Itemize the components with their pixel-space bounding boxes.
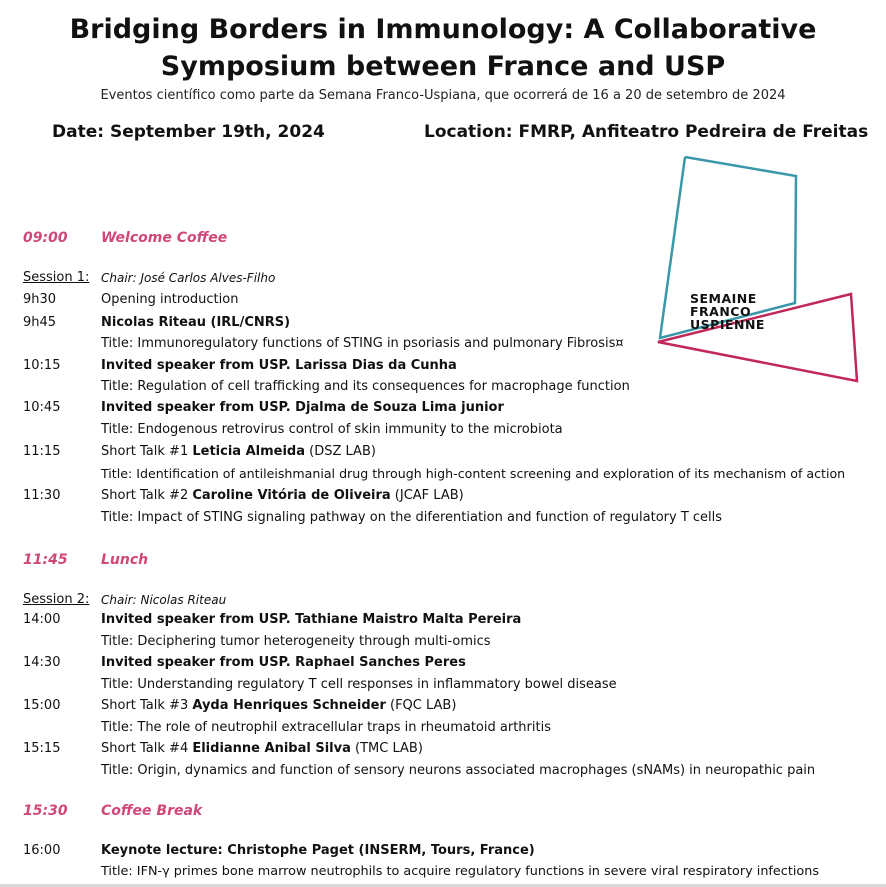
lab-name: (JCAF LAB) (390, 488, 464, 503)
coffee-break-time: 15:30 (23, 803, 68, 819)
keynote-speaker: Keynote lecture: Christophe Paget (INSERM, Tours, France) (101, 843, 535, 858)
schedule-time: 14:30 (23, 655, 61, 670)
lab-name: (DSZ LAB) (305, 444, 376, 459)
logo-magenta-frame (658, 291, 857, 381)
lab-name: (FQC LAB) (385, 698, 457, 713)
speaker-name: Caroline Vitória de Oliveira (192, 488, 391, 503)
event-location: Location: FMRP, Anfiteatro Pedreira de Freitas (424, 122, 869, 142)
document-subtitle: Eventos científico como parte da Semana Franco-Uspiana, que ocorrerá de 16 a 20 de setembro de 2024 (100, 88, 786, 103)
logo-text-franco: FRANCO (690, 304, 752, 319)
speaker-name: Invited speaker from USP. Raphael Sanches Peres (101, 655, 466, 670)
short-talk-prefix: Short Talk #3 (101, 698, 193, 713)
talk-title: Title: The role of neutrophil extracellular traps in rheumatoid arthritis (101, 720, 551, 735)
schedule-time: 9h45 (23, 315, 57, 330)
talk-title: Title: Understanding regulatory T cell responses in inflammatory bowel disease (101, 677, 617, 692)
talk-title: Title: Regulation of cell trafficking and its consequences for macrophage function (101, 379, 630, 394)
short-talk-line (101, 488, 464, 503)
short-talk-line (101, 698, 456, 713)
schedule-time: 11:15 (23, 444, 61, 459)
lunch-time: 11:45 (23, 552, 68, 568)
schedule-time: 9h30 (23, 292, 57, 307)
welcome-coffee-label: Welcome Coffee (101, 230, 228, 246)
document-title-line-2: Symposium between France and USP (160, 51, 726, 82)
document-title-line-1: Bridging Borders in Immunology: A Collaborative (69, 14, 817, 45)
session-2-label: Session 2: (23, 592, 90, 607)
event-date: Date: September 19th, 2024 (52, 122, 325, 142)
talk-title: Title: Immunoregulatory functions of STING in psoriasis and pulmonary Fibrosis¤ (101, 336, 624, 351)
welcome-coffee-time: 09:00 (23, 230, 68, 246)
schedule-time: 10:45 (23, 400, 61, 415)
session-2-chair: Chair: Nicolas Riteau (101, 593, 227, 607)
schedule-time: 14:00 (23, 612, 61, 627)
short-talk-prefix: Short Talk #2 (101, 488, 193, 503)
speaker-name: Invited speaker from USP. Larissa Dias da Cunha (101, 358, 457, 373)
talk-title: Title: Identification of antileishmanial drug through high-content screening and exploration of its mechanism of action (101, 466, 846, 481)
logo-text-uspienne: USPIENNE (690, 317, 765, 332)
short-talk-prefix: Short Talk #4 (101, 741, 193, 756)
schedule-time: 10:15 (23, 358, 61, 373)
lunch-label: Lunch (101, 552, 149, 568)
short-talk-line (101, 444, 376, 459)
speaker-name: Ayda Henriques Schneider (192, 698, 386, 713)
session-1-label: Session 1: (23, 270, 90, 285)
lab-name: (TMC LAB) (350, 741, 423, 756)
talk-title: Title: Endogenous retrovirus control of skin immunity to the microbiota (101, 422, 563, 437)
schedule-time: 15:15 (23, 741, 61, 756)
talk-title: Title: Deciphering tumor heterogeneity through multi-omics (101, 634, 491, 649)
speaker-name: Invited speaker from USP. Djalma de Souza Lima junior (101, 400, 504, 415)
logo-text-semaine: SEMAINE (690, 291, 757, 306)
schedule-time: 15:00 (23, 698, 61, 713)
short-talk-line (101, 741, 423, 756)
speaker-name: Nicolas Riteau (IRL/CNRS) (101, 315, 291, 330)
schedule-time: 16:00 (23, 843, 61, 858)
talk-title: Title: Impact of STING signaling pathway on the diferentiation and function of regulatory T cells (101, 510, 723, 525)
speaker-name: Leticia Almeida (192, 444, 305, 459)
speaker-name: Invited speaker from USP. Tathiane Maistro Malta Pereira (101, 612, 522, 627)
schedule-item-opening: Opening introduction (101, 292, 239, 307)
coffee-break-label: Coffee Break (101, 803, 203, 819)
short-talk-prefix: Short Talk #1 (101, 444, 193, 459)
talk-title: Title: Origin, dynamics and function of sensory neurons associated macrophages (sNAMs) in neuropathic pain (101, 763, 816, 778)
keynote-title: Title: IFN-γ primes bone marrow neutrophils to acquire regulatory functions in severe viral respiratory infections (101, 864, 820, 879)
schedule-time: 11:30 (23, 488, 61, 503)
semaine-franco-uspienne-logo (655, 155, 860, 387)
session-1-chair: Chair: José Carlos Alves-Filho (101, 271, 276, 285)
speaker-name: Elidianne Anibal Silva (192, 741, 351, 756)
